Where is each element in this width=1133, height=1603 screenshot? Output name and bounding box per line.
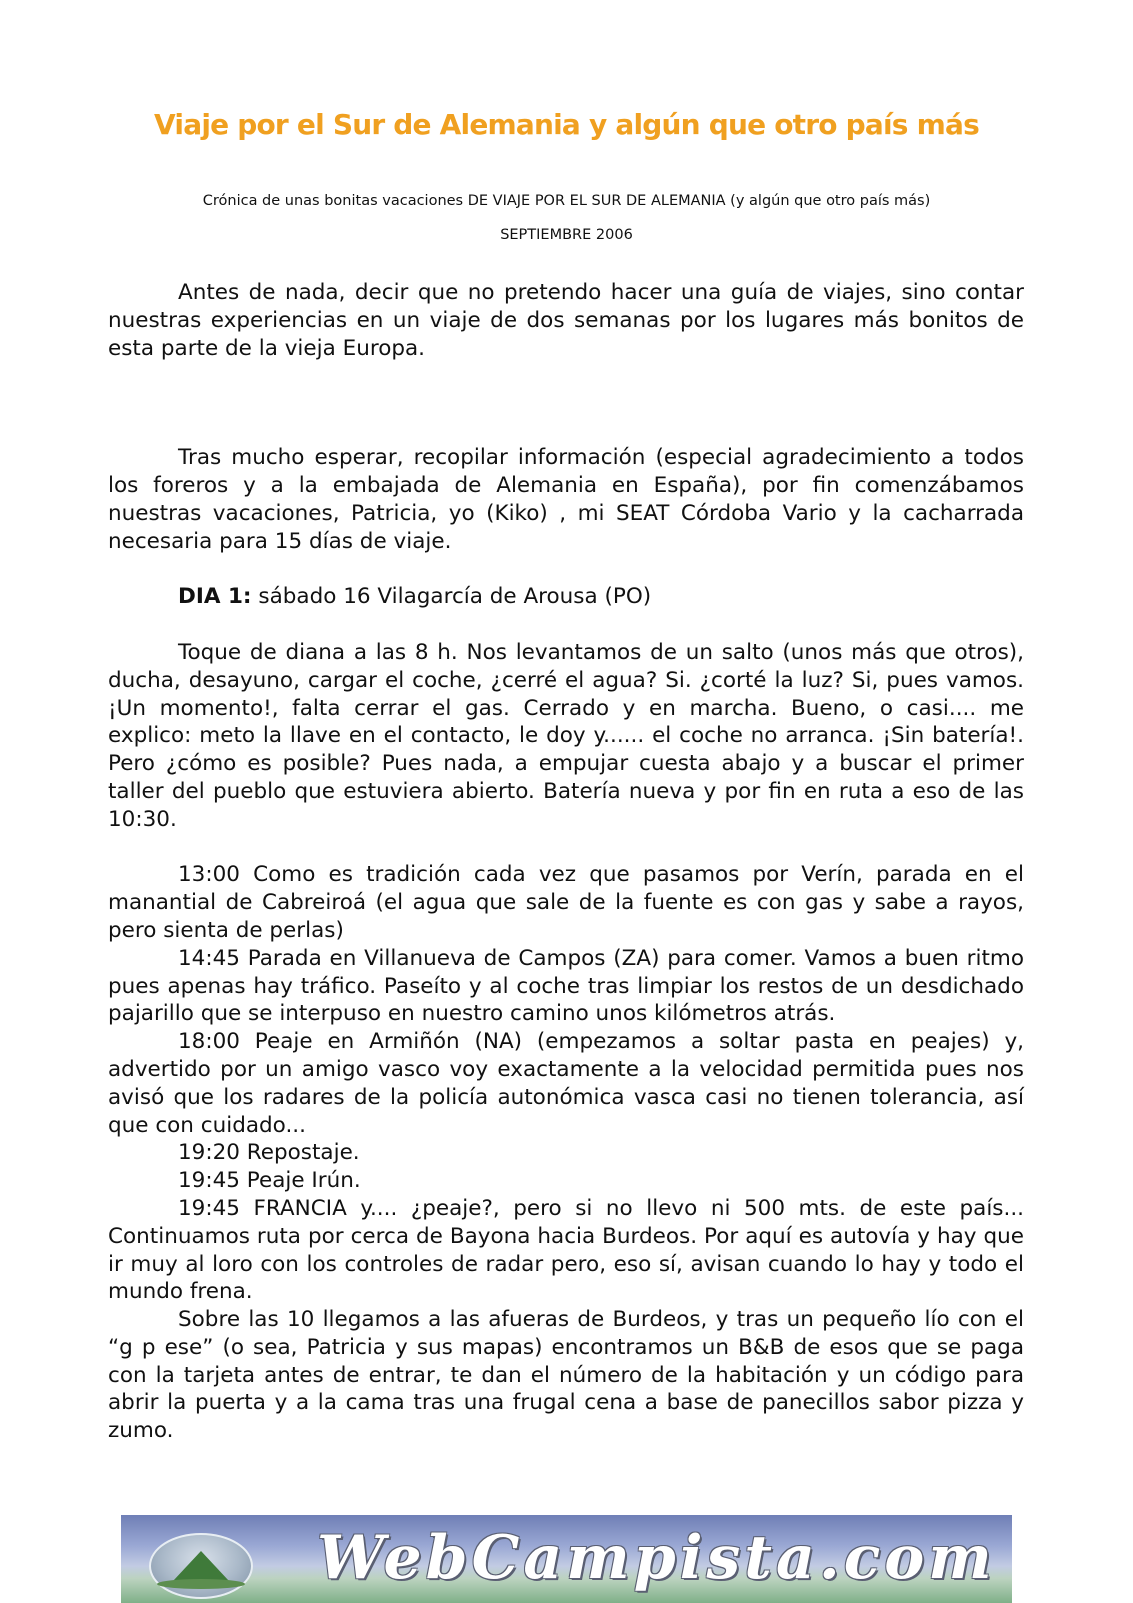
webcampista-banner <box>121 1515 1012 1603</box>
day1-heading <box>108 583 1024 611</box>
entry-1945-france: 19:45 FRANCIA y.... ¿peaje?, pero si no llevo ni 500 mts. de este país... Continuamos ruta por cerca de Bayona hacia Burdeos. Por aquí es autovía y hay que ir muy al loro con los controles de radar pero, eso sí, avisan cuando lo hay y todo el mundo frena. <box>108 1195 1024 1305</box>
night-paragraph: Sobre las 10 llegamos a las afueras de Burdeos, y tras un pequeño lío con el “g p ese” (o sea, Patricia y sus mapas) encontramos un B&B de esos que se paga con la tarjeta antes de entrar, te dan el número de la habitación y un código para abrir la puerta y a la cama tras una frugal cena a base de panecillos sabor pizza y zumo. <box>108 1307 1024 1444</box>
departure-paragraph: Tras mucho esperar, recopilar información (especial agradecimiento a todos los foreros y a la embajada de Alemania en España), por fin comenzábamos nuestras vacaciones, Patricia, yo (Kiko) , mi SEAT Córdoba Vario y la cacharrada necesaria para 15 días de viaje. <box>108 445 1024 554</box>
document-subtitle: Crónica de unas bonitas vacaciones DE VIAJE POR EL SUR DE ALEMANIA (y algún que otro país más) <box>202 193 931 209</box>
day1-label: DIA 1: <box>178 584 252 610</box>
entry-1800: 18:00 Peaje en Armiñón (NA) (empezamos a soltar pasta en peajes) y, advertido por un amigo vasco voy exactamente a la velocidad permitida pues nos avisó que los radares de la policía autonómica vasca casi no tienen tolerancia, así que con cuidado... <box>108 1029 1024 1138</box>
document-title: Viaje por el Sur de Alemania y algún que otro país más <box>154 108 979 141</box>
article-body <box>108 279 1024 1445</box>
entry-1300: 13:00 Como es tradición cada vez que pasamos por Verín, parada en el manantial de Cabreiroá (el agua que sale de la fuente es con gas y sabe a rayos, pero sienta de perlas) <box>108 862 1024 943</box>
day1-heading-text: sábado 16 Vilagarcía de Arousa (PO) <box>251 584 652 610</box>
document-date: SEPTIEMBRE 2006 <box>500 227 633 243</box>
entry-1945-toll: 19:45 Peaje Irún. <box>178 1168 361 1194</box>
webcampista-logo-icon <box>149 1533 253 1599</box>
tent-icon <box>173 1551 229 1581</box>
intro-paragraph: Antes de nada, decir que no pretendo hacer una guía de viajes, sino contar nuestras experiencias en un viaje de dos semanas por los lugares más bonitos de esta parte de la vieja Europa. <box>108 280 1024 361</box>
entry-1445: 14:45 Parada en Villanueva de Campos (ZA) para comer. Vamos a buen ritmo pues apenas hay tráfico. Paseíto y al coche tras limpiar los restos de un desdichado pajarillo que se interpuso en nuestro camino unos kilómetros atrás. <box>108 945 1024 1027</box>
entry-1920: 19:20 Repostaje. <box>178 1140 360 1166</box>
morning-paragraph: Toque de diana a las 8 h. Nos levantamos de un salto (unos más que otros), ducha, desayuno, cargar el coche, ¿cerré el agua? Si. ¿corté la luz? Si, pues vamos. ¡Un momento!, falta cerrar el gas. Cerrado y en marcha. Bueno, o casi.... me explico: meto la llave en el contacto, le doy y...... el coche no arranca. ¡Sin batería!. Pero ¿cómo es posible? Pues nada, a empujar cuesta abajo y a buscar el primer taller del pueblo que estuviera abierto. Batería nueva y por fin en ruta a eso de las 10:30. <box>108 639 1024 832</box>
banner-text: WebCampista.com <box>317 1523 996 1593</box>
